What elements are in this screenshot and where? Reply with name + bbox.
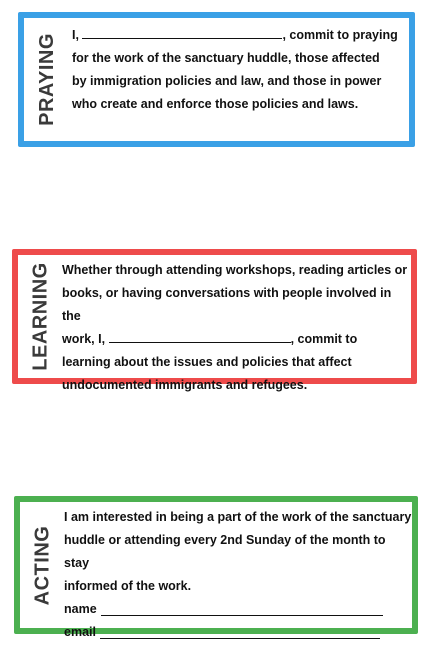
acting-name-row: [64, 598, 414, 621]
acting-name-label: name: [64, 602, 97, 616]
acting-email-label: email: [64, 625, 96, 639]
learning-line-5: undocumented immigrants and refugees.: [62, 378, 308, 392]
learning-heading-wrap: [24, 255, 58, 378]
praying-line-1-prefix: I,: [72, 28, 79, 42]
learning-text: [62, 259, 412, 397]
acting-email-field[interactable]: [100, 624, 380, 639]
acting-card: [14, 496, 418, 639]
acting-name-field[interactable]: [101, 601, 383, 616]
praying-line-3: by immigration policies and law, and those in power: [72, 74, 382, 88]
learning-heading: LEARNING: [29, 262, 52, 371]
acting-line-1: I am interested in being a part of the work of the sanctuary: [64, 510, 412, 524]
acting-heading-wrap: [26, 502, 60, 628]
praying-heading-wrap: [30, 18, 64, 141]
learning-line-3-suffix: , commit to: [290, 332, 358, 346]
praying-name-blank[interactable]: [82, 24, 282, 39]
praying-line-1-suffix: , commit to praying: [282, 28, 398, 42]
learning-line-2: books, or having conversations with people involved in the: [62, 286, 392, 323]
acting-heading: ACTING: [31, 525, 54, 605]
learning-name-blank[interactable]: [109, 328, 291, 343]
acting-email-row: [64, 621, 414, 644]
praying-line-2: for the work of the sanctuary huddle, those affected: [72, 51, 380, 65]
acting-line-2: huddle or attending every 2nd Sunday of the month to stay: [64, 533, 386, 570]
learning-line-3: [62, 328, 412, 351]
acting-line-3: informed of the work.: [64, 579, 192, 593]
praying-line-4: who create and enforce those policies and laws.: [72, 97, 359, 111]
praying-text: [72, 24, 412, 116]
praying-heading: PRAYING: [35, 33, 58, 126]
learning-line-1: Whether through attending workshops, reading articles or: [62, 263, 408, 277]
praying-line-1: [72, 24, 412, 47]
acting-text: [64, 506, 414, 644]
praying-card: [18, 12, 415, 147]
learning-line-3-prefix: work, I,: [62, 332, 106, 346]
learning-line-4: learning about the issues and policies that affect: [62, 355, 352, 369]
learning-card: [12, 249, 417, 392]
